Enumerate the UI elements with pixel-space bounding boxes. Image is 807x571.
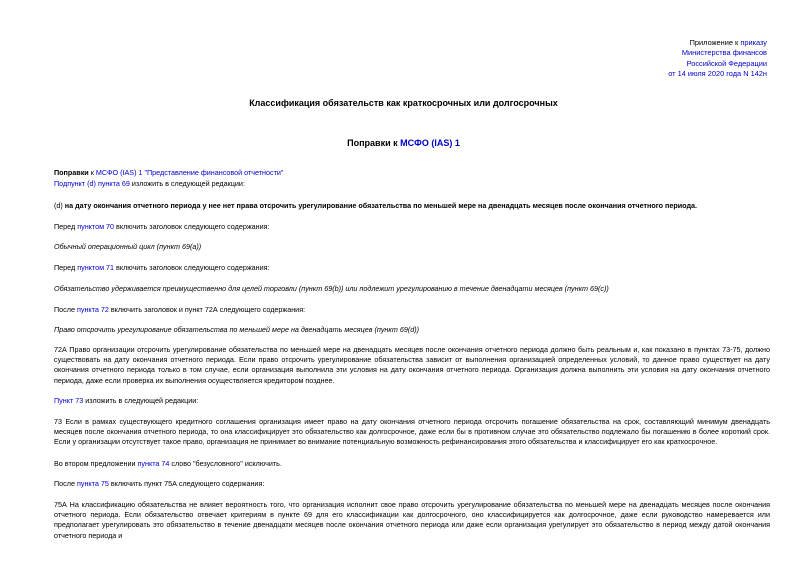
paragraph-75-instruction: После пункта 75 включить пункт 75А следующего содержания: bbox=[54, 479, 265, 488]
heading-71: Обязательство удерживается преимущественно для целей торговли (пункт 69(b)) или подлежит урегулированию в течение двенадцати месяцев (пункт 69(c)) bbox=[54, 284, 609, 293]
document-title: Классификация обязательств как краткосрочных или долгосрочных bbox=[249, 98, 558, 108]
paragraph-73-instruction: Пункт 73 изложить в следующей редакции: bbox=[54, 396, 199, 405]
paragraph-75a: 75А На классификацию обязательства не влияет вероятность того, что организация исполнит свое право отсрочить урегулирование обязательства по меньшей мере на двенадцать месяцев после окончания отчетного периода. Если обязательство отвечает критериям в пункте 69 для его классификации как долгосрочного, оно классифицируется как долгосрочное, даже если руководство намеревается или предполагает урегулировать это обязательство в течение двенадцати месяцев после окончания отчетного периода или даже если организация урегулирует это обязательство в период между датой окончания отчетного периода и bbox=[54, 500, 770, 540]
paragraph-75-link[interactable]: пункта 75 bbox=[76, 479, 109, 488]
paragraph-74-instruction: Во втором предложении пункта 74 слово "безусловного" исключить. bbox=[54, 459, 282, 468]
paragraph-72a: 72А Право организации отсрочить урегулирование обязательства по меньшей мере на двенадцать месяцев после окончания отчетного периода должно быть реальным и, как показано в пунктах 73-75, должно существовать на дату окончания отчетного периода. Если право отсрочить урегулирование обязательства зависит от выполнения организацией определенных условий, то данное право существует на дату окончания отчетного периода только в том случае, если организация выполнила эти условия на дату окончания отчетного периода. Организация должна выполнить эти условия на дату окончания отчетного периода, даже если проверка их выполнения осуществляется кредитором позднее. bbox=[54, 345, 770, 385]
ifrs-link[interactable]: МСФО (IAS) 1 bbox=[400, 138, 460, 148]
heading-72: Право отсрочить урегулирование обязательства по меньшей мере на двенадцать месяцев (пункт 69(d)) bbox=[54, 325, 420, 334]
appendix-line-4[interactable]: от 14 июля 2020 года N 142н bbox=[668, 68, 767, 78]
paragraph-70-instruction: Перед пунктом 70 включить заголовок следующего содержания: bbox=[54, 222, 270, 231]
appendix-line-3[interactable]: Российской Федерации bbox=[686, 58, 767, 68]
heading-70: Обычный операционный цикл (пункт 69(a)) bbox=[54, 242, 202, 251]
appendix-line-1: Приложение к приказу bbox=[689, 38, 767, 47]
paragraph-73-link[interactable]: Пункт 73 bbox=[54, 396, 84, 405]
order-link[interactable]: приказу bbox=[740, 38, 767, 47]
paragraph-69d-text: (d) на дату окончания отчетного периода у нее нет права отсрочить урегулирование обязательства по меньшей мере на двенадцать месяцев после окончания отчетного периода. bbox=[54, 201, 698, 210]
paragraph-72-instruction: После пункта 72 включить заголовок и пункт 72А следующего содержания: bbox=[54, 305, 306, 314]
document-subtitle: Поправки к МСФО (IAS) 1 bbox=[347, 138, 460, 148]
appendix-line-2[interactable]: Министерства финансов bbox=[681, 48, 767, 58]
paragraph-74-link[interactable]: пункта 74 bbox=[137, 459, 170, 468]
paragraph-72-link[interactable]: пункта 72 bbox=[76, 305, 109, 314]
ias1-link[interactable]: МСФО (IAS) 1 "Представление финансовой отчетности" bbox=[95, 168, 284, 177]
subparagraph-69d-link[interactable]: Подпункт (d) пункта 69 bbox=[54, 179, 130, 188]
paragraph-73: 73 Если в рамках существующего кредитного соглашения организация имеет право на дату окончания отчетного периода отсрочить погашение обязательства на срок, составляющий минимум двенадцать месяцев после окончания отчетного периода, то она классифицирует это обязательство как долгосрочное, даже если бы в противном случае это обязательство подлежало бы погашению в более короткий срок. Если у организации отсутствует такое право, организация не принимает во внимание потенциальную возможность рефинансирования этого обязательства и классифицирует его как краткосрочное. bbox=[54, 417, 770, 447]
amendments-intro: Поправки к МСФО (IAS) 1 "Представление финансовой отчетности" bbox=[54, 168, 284, 177]
appendix-header bbox=[668, 38, 767, 79]
paragraph-69d-instruction: Подпункт (d) пункта 69 изложить в следующей редакции: bbox=[54, 179, 245, 188]
paragraph-71-instruction: Перед пунктом 71 включить заголовок следующего содержания: bbox=[54, 263, 270, 272]
paragraph-71-link[interactable]: пунктом 71 bbox=[77, 263, 115, 272]
paragraph-70-link[interactable]: пунктом 70 bbox=[77, 222, 115, 231]
